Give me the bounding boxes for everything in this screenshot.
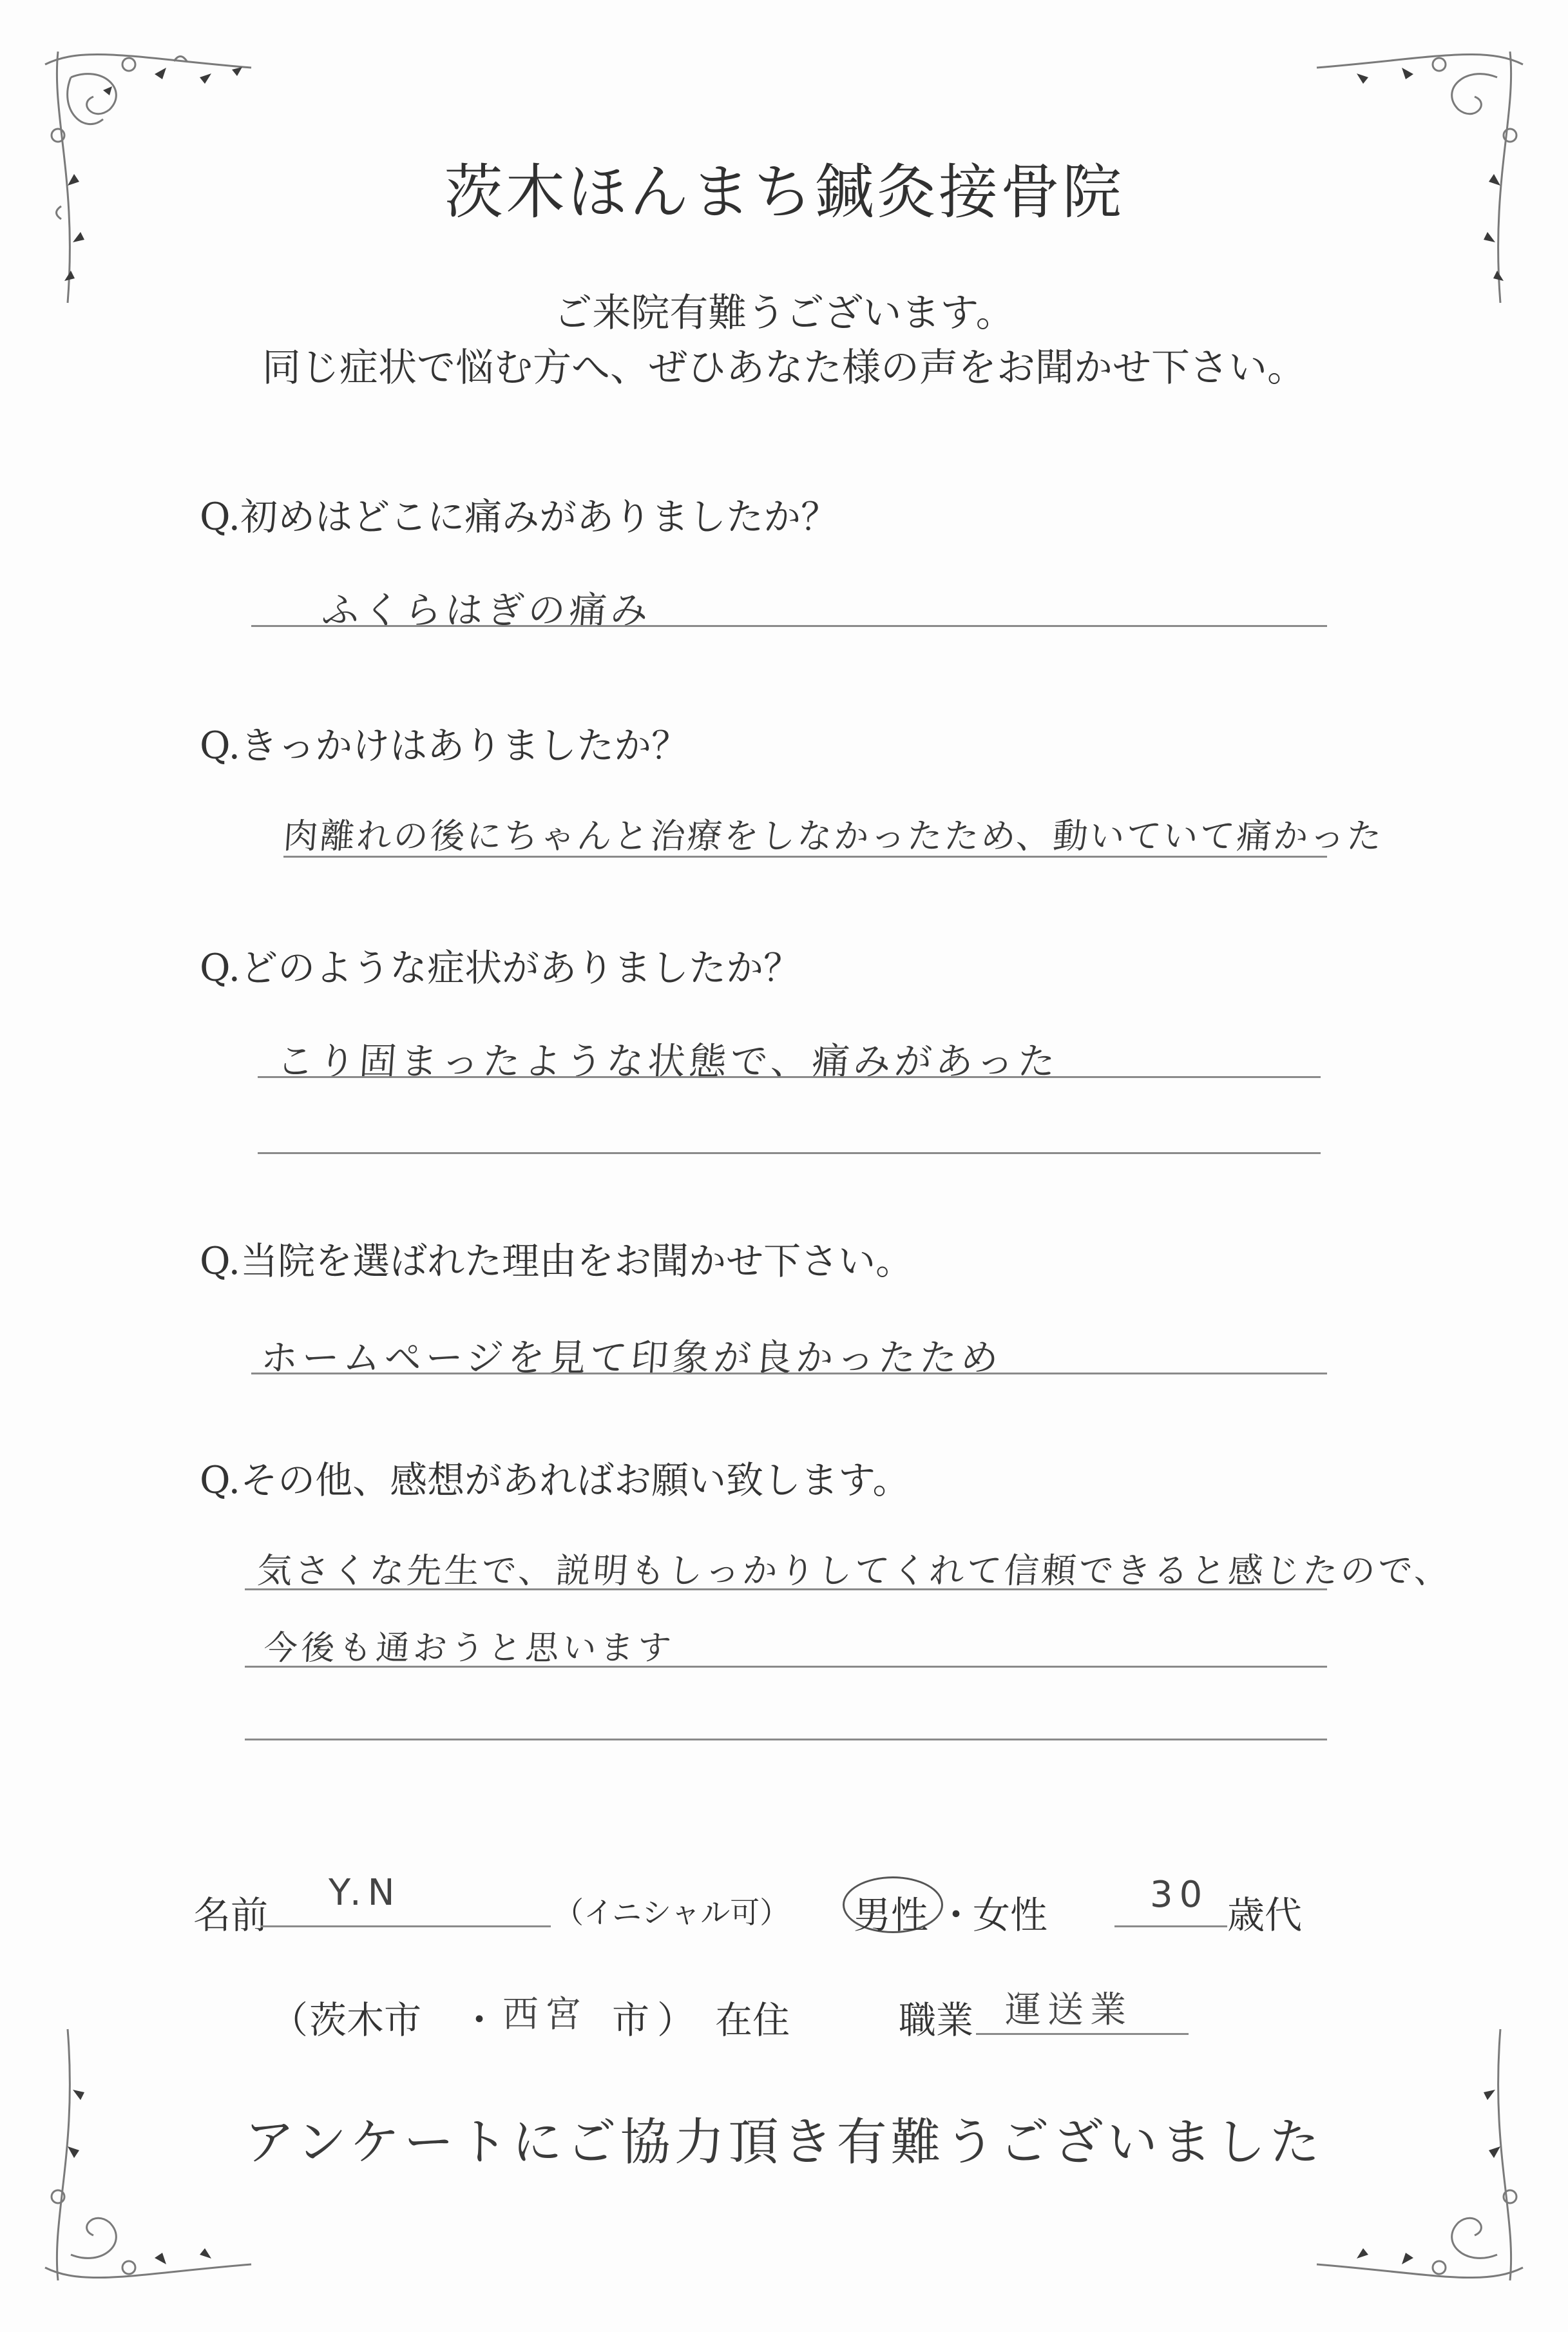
clinic-title: 茨木ほんまち鍼灸接骨院	[443, 158, 1124, 227]
question-1: Q.初めはどこに痛みがありましたか？	[200, 495, 839, 539]
answer-line	[258, 1076, 1321, 1078]
age-label: 歳代	[1227, 1893, 1303, 1937]
name-value[interactable]: Y.N	[329, 1872, 401, 1914]
question-5: Q.その他、感想があればお願い致します。	[200, 1458, 910, 1502]
city-suffix: 市	[612, 1998, 650, 2042]
answer-line	[245, 1739, 1327, 1740]
residence-label: 在住	[715, 1998, 790, 2042]
question-4: Q.当院を選ばれた理由をお聞かせ下さい。	[200, 1239, 913, 1283]
age-value[interactable]: 30	[1150, 1874, 1209, 1916]
residence-open-paren: （	[271, 1998, 309, 2042]
answer-3-line-1[interactable]: こり固まったような状態で、痛みがあった	[275, 1039, 1061, 1083]
answer-line	[258, 1152, 1321, 1154]
occupation-label: 職業	[899, 1998, 974, 2042]
occupation-line	[976, 2033, 1189, 2035]
age-line	[1114, 1925, 1227, 1927]
question-3: Q.どのような症状がありましたか？	[200, 946, 801, 990]
name-label: 名前	[193, 1893, 269, 1937]
answer-line	[283, 856, 1327, 858]
question-2: Q.きっかけはありましたか？	[200, 724, 689, 767]
name-line	[261, 1925, 551, 1927]
occupation-value[interactable]: 運送業	[1005, 1989, 1133, 2031]
answer-line	[251, 625, 1327, 627]
initial-note: （イニシャル可）	[554, 1895, 790, 1930]
answer-4-line-1[interactable]: ホームページを見て印象が良かったため	[259, 1336, 1004, 1380]
closing-message: アンケートにご協力頂き有難うございました	[244, 2114, 1324, 2172]
answer-5-line-1[interactable]: 気さくな先生で、説明もしっかりしてくれて信頼できると感じたので、	[256, 1550, 1453, 1591]
answer-2-line-1[interactable]: 肉離れの後にちゃんと治療をしなかったため、動いていて痛かった	[282, 816, 1385, 856]
city-option-ibaraki[interactable]: 茨木市	[309, 1998, 422, 2042]
answer-line	[251, 1373, 1327, 1374]
city-separator: ・	[461, 1998, 499, 2042]
city-other-value[interactable]: 西宮	[502, 1994, 588, 2036]
answer-line	[245, 1588, 1327, 1590]
greeting-line-1: ご来院有難うございます。	[553, 291, 1015, 336]
greeting-line-2: 同じ症状で悩む方へ、ぜひあなた様の声をお聞かせ下さい。	[262, 345, 1306, 390]
answer-5-line-2[interactable]: 今後も通おうと思います	[262, 1629, 676, 1668]
answer-line	[245, 1666, 1327, 1668]
gender-option-female[interactable]: 女性	[973, 1893, 1048, 1937]
residence-close-paren: ）	[657, 1998, 695, 2042]
gender-separator: ・	[937, 1893, 975, 1937]
answer-1-line-1[interactable]: ふくらはぎの痛み	[320, 588, 654, 632]
gender-option-male[interactable]: 男性	[854, 1893, 929, 1937]
